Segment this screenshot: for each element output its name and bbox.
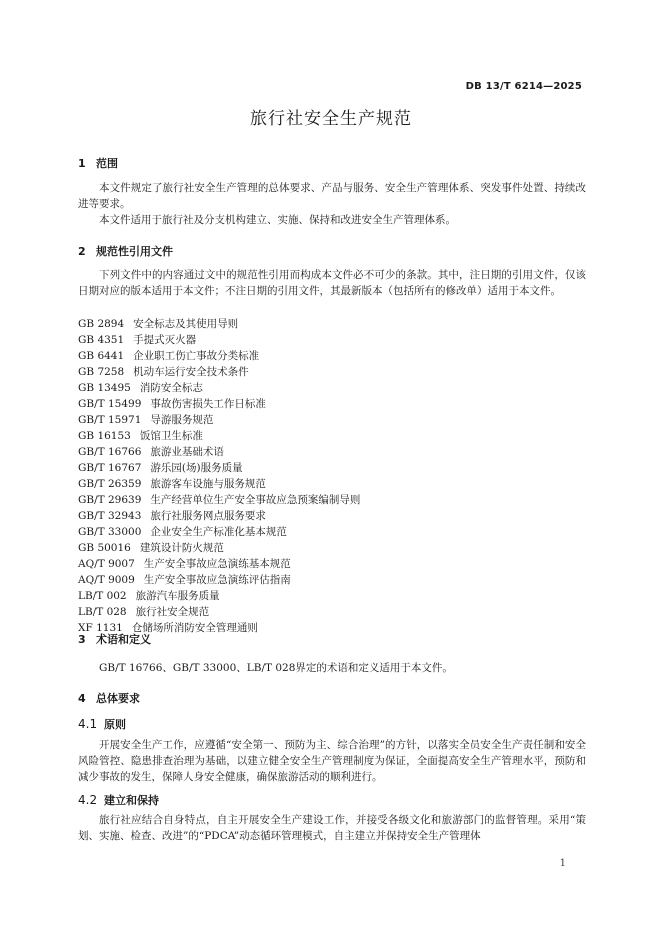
reference-list bbox=[78, 316, 586, 636]
reference-item bbox=[78, 428, 586, 444]
section-title: 范围 bbox=[96, 157, 118, 170]
reference-name: 生产安全事故应急演练评估指南 bbox=[143, 574, 291, 586]
reference-name: 导游服务规范 bbox=[150, 414, 214, 426]
reference-name: 企业职工伤亡事故分类标准 bbox=[133, 350, 260, 362]
reference-code: GB/T 33000 bbox=[78, 526, 142, 538]
reference-item bbox=[78, 412, 586, 428]
reference-code: GB/T 15499 bbox=[78, 398, 142, 410]
reference-name: 饭馆卫生标准 bbox=[139, 430, 203, 442]
reference-item bbox=[78, 604, 586, 620]
reference-name: 旅游汽车服务质量 bbox=[135, 590, 220, 602]
reference-name: 游乐园(场)服务质量 bbox=[150, 462, 243, 474]
reference-code: GB/T 32943 bbox=[78, 510, 142, 522]
reference-name: 事故伤害损失工作日标准 bbox=[150, 398, 266, 410]
section-title: 规范性引用文件 bbox=[96, 245, 173, 258]
section-2-heading bbox=[78, 243, 173, 259]
reference-item bbox=[78, 476, 586, 492]
section-2-intro: 下列文件中的内容通过文中的规范性引用而构成本文件必不可少的条款。其中，注日期的引用文件，仅该日期对应的版本适用于本文件；不注日期的引用文件，其最新版本（包括所有的修改单）适用于本文件。 bbox=[78, 269, 586, 297]
reference-name: 企业安全生产标准化基本规范 bbox=[150, 526, 287, 538]
reference-item bbox=[78, 572, 586, 588]
reference-name: 安全标志及其使用导则 bbox=[133, 318, 239, 330]
document-code: DB 13/T 6214—2025 bbox=[465, 81, 582, 92]
reference-item bbox=[78, 332, 586, 348]
reference-code: GB/T 16767 bbox=[78, 462, 142, 474]
section-title: 原则 bbox=[104, 718, 126, 731]
section-title: 建立和保持 bbox=[104, 794, 159, 807]
section-4-2-paragraph: 旅行社应结合自身特点，自主开展安全生产建设工作，并接受各级文化和旅游部门的监督管理。采用“策划、实施、检查、改进”的“PDCA”动态循环管理模式，自主建立并保持安全生产管理体 bbox=[78, 814, 586, 842]
reference-code: GB 16153 bbox=[78, 430, 131, 442]
section-number: 4.1 bbox=[78, 717, 98, 731]
section-number: 3 bbox=[78, 633, 86, 646]
reference-code: LB/T 028 bbox=[78, 606, 127, 618]
section-title: 总体要求 bbox=[96, 692, 140, 705]
reference-item bbox=[78, 380, 586, 396]
reference-code: GB 7258 bbox=[78, 366, 125, 378]
reference-name: 生产经营单位生产安全事故应急预案编制导则 bbox=[150, 494, 361, 506]
section-number: 1 bbox=[78, 157, 86, 170]
reference-name: 仓储场所消防安全管理通则 bbox=[131, 622, 258, 634]
reference-name: 手提式灭火器 bbox=[133, 334, 197, 346]
reference-code: GB 50016 bbox=[78, 542, 131, 554]
reference-item bbox=[78, 556, 586, 572]
reference-code: GB/T 29639 bbox=[78, 494, 142, 506]
section-4-2-heading bbox=[78, 792, 159, 808]
document-title: 旅行社安全生产规范 bbox=[250, 109, 412, 129]
section-1-paragraph-2: 本文件适用于旅行社及分支机构建立、实施、保持和改进安全生产管理体系。 bbox=[99, 214, 456, 226]
reference-code: AQ/T 9007 bbox=[78, 558, 135, 570]
reference-item bbox=[78, 620, 586, 636]
page-number: 1 bbox=[559, 858, 566, 869]
section-1-paragraph-1: 本文件规定了旅行社安全生产管理的总体要求、产品与服务、安全生产管理体系、突发事件处置、持续改进等要求。 bbox=[78, 182, 586, 210]
reference-name: 生产安全事故应急演练基本规范 bbox=[143, 558, 291, 570]
reference-name: 旅行社服务网点服务要求 bbox=[150, 510, 266, 522]
reference-code: GB 13495 bbox=[78, 382, 131, 394]
reference-code: GB 6441 bbox=[78, 350, 125, 362]
reference-item bbox=[78, 364, 586, 380]
section-number: 4 bbox=[78, 692, 86, 705]
section-title: 术语和定义 bbox=[96, 633, 151, 646]
section-3-paragraph: GB/T 16766、GB/T 33000、LB/T 028界定的术语和定义适用于本文件。 bbox=[99, 662, 453, 674]
reference-code: GB/T 15971 bbox=[78, 414, 142, 426]
reference-item bbox=[78, 508, 586, 524]
reference-name: 机动车运行安全技术条件 bbox=[133, 366, 249, 378]
reference-item bbox=[78, 348, 586, 364]
reference-code: AQ/T 9009 bbox=[78, 574, 135, 586]
section-1-heading bbox=[78, 155, 118, 171]
reference-code: LB/T 002 bbox=[78, 590, 127, 602]
reference-item bbox=[78, 524, 586, 540]
reference-name: 建筑设计防火规范 bbox=[139, 542, 224, 554]
reference-code: XF 1131 bbox=[78, 622, 123, 634]
reference-name: 旅游客车设施与服务规范 bbox=[150, 478, 266, 490]
section-number: 4.2 bbox=[78, 793, 98, 807]
reference-code: GB 4351 bbox=[78, 334, 125, 346]
reference-item bbox=[78, 460, 586, 476]
reference-name: 旅行社安全规范 bbox=[135, 606, 210, 618]
reference-code: GB/T 16766 bbox=[78, 446, 142, 458]
reference-name: 消防安全标志 bbox=[139, 382, 203, 394]
reference-code: GB 2894 bbox=[78, 318, 125, 330]
section-3-heading bbox=[78, 631, 151, 647]
reference-item bbox=[78, 540, 586, 556]
section-4-heading bbox=[78, 690, 140, 706]
reference-item bbox=[78, 316, 586, 332]
section-number: 2 bbox=[78, 245, 86, 258]
reference-item bbox=[78, 396, 586, 412]
reference-item bbox=[78, 588, 586, 604]
section-4-1-heading bbox=[78, 716, 126, 732]
reference-code: GB/T 26359 bbox=[78, 478, 142, 490]
section-4-1-paragraph: 开展安全生产工作，应遵循“安全第一、预防为主、综合治理”的方针，以落实全员安全生产责任制和安全风险管控、隐患排查治理为基础，以建立健全安全生产管理制度为保证，全面提高安全生产管理水平，预防和减少事故的发生，保障人身安全健康，确保旅游活动的顺利进行。 bbox=[78, 739, 586, 783]
reference-item bbox=[78, 492, 586, 508]
reference-name: 旅游业基础术语 bbox=[150, 446, 224, 458]
reference-item bbox=[78, 444, 586, 460]
